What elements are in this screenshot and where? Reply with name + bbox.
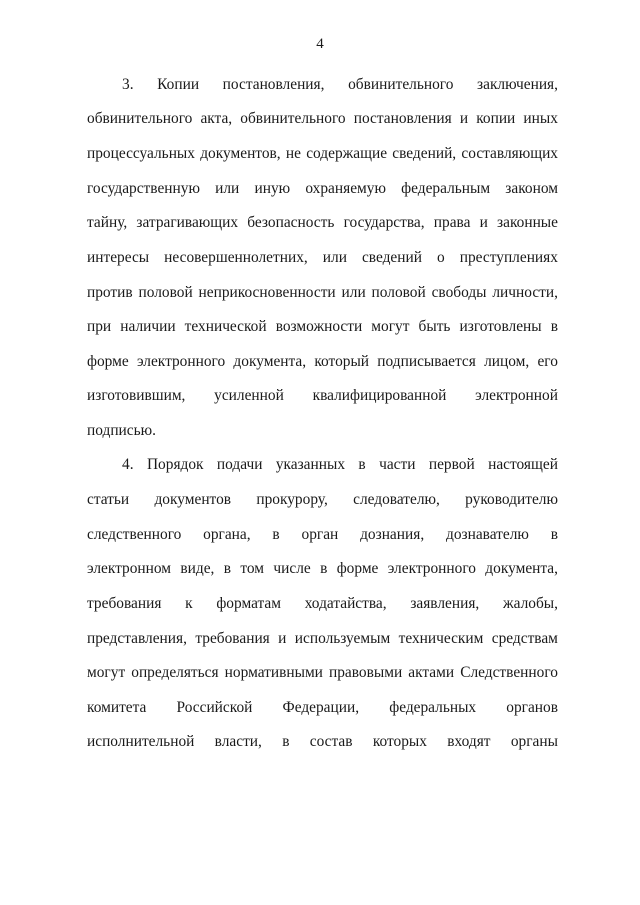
word: 3. (122, 76, 134, 93)
word: подачи (216, 456, 263, 473)
word: Федерации, (282, 699, 360, 716)
word: охраняемую (305, 180, 386, 197)
word: техническим (398, 630, 484, 647)
word: могут (371, 318, 410, 335)
word: Следственного (460, 664, 558, 681)
word: власти, (214, 733, 262, 750)
word: форме (336, 560, 379, 577)
word: половой (138, 284, 193, 301)
paragraph-line (87, 490, 558, 510)
word: или (322, 249, 347, 266)
word: актами (408, 664, 455, 681)
word: изготовлены (459, 318, 542, 335)
word: числе (273, 560, 311, 577)
word: и (459, 110, 469, 127)
word: акта, (200, 110, 233, 127)
word: орган (301, 526, 339, 543)
word: указанных (275, 456, 346, 473)
word: в (550, 526, 558, 543)
word: документа, (485, 560, 558, 577)
word: к (185, 595, 193, 612)
word: квалифицированной (312, 387, 447, 404)
word: при (87, 318, 112, 335)
paragraph-line (87, 109, 558, 129)
paragraph-line (87, 663, 558, 683)
word: лицом, (484, 353, 530, 370)
word: электронного (136, 353, 226, 370)
word: требования (195, 630, 270, 647)
word: руководителю (465, 491, 558, 508)
word: состав (309, 733, 353, 750)
word: интересы (87, 249, 150, 266)
word: электронном (87, 560, 172, 577)
word: или (341, 284, 366, 301)
word: которых (372, 733, 427, 750)
word: входят (447, 733, 491, 750)
word: следователю, (353, 491, 440, 508)
paragraph-line (87, 629, 558, 649)
word: заключения, (477, 76, 558, 93)
paragraph-line (122, 75, 558, 95)
word: средствам (491, 630, 558, 647)
word: заявления, (410, 595, 480, 612)
paragraph-line (87, 352, 558, 372)
word: постановления, (222, 76, 325, 93)
word: виде, (180, 560, 215, 577)
word: законом (505, 180, 558, 197)
paragraph-line (87, 594, 558, 614)
word: сведений, (392, 145, 457, 162)
word: государства, (343, 214, 425, 231)
word: его (537, 353, 558, 370)
word: и (479, 214, 488, 231)
word: федеральным (401, 180, 491, 197)
paragraph-line (87, 144, 558, 164)
word: Порядок (146, 456, 204, 473)
word: документов, (200, 145, 281, 162)
word: копии (476, 110, 516, 127)
word: или (215, 180, 240, 197)
word: тайну, (87, 214, 128, 231)
page-number: 4 (316, 36, 324, 52)
word: личности, (492, 284, 558, 301)
paragraph-line (87, 421, 558, 441)
word: дознавателю (445, 526, 529, 543)
word: составляющих (461, 145, 558, 162)
word: документа, (233, 353, 307, 370)
word: форме (87, 353, 129, 370)
paragraph-line (87, 525, 558, 545)
word: нормативными (224, 664, 323, 681)
word: половой (371, 284, 426, 301)
word: который (314, 353, 370, 370)
word: подписью. (87, 422, 156, 439)
word: в (272, 526, 280, 543)
word: части (379, 456, 416, 473)
word: затрагивающих (136, 214, 239, 231)
word: исполнительной (87, 733, 195, 750)
word: в (223, 560, 232, 577)
word: подписывается (377, 353, 476, 370)
word: иную (254, 180, 291, 197)
paragraph-line (87, 179, 558, 199)
word: обвинительного (348, 76, 454, 93)
word: представления, (87, 630, 187, 647)
word: том (240, 560, 265, 577)
word: обвинительного (240, 110, 346, 127)
word: безопасность (247, 214, 335, 231)
word: сведений (361, 249, 422, 266)
word: возможности (275, 318, 363, 335)
paragraph-line (87, 732, 558, 752)
word: содержащие (306, 145, 388, 162)
word: органы (510, 733, 558, 750)
word: Копии (157, 76, 200, 93)
paragraph-line (87, 248, 558, 268)
paragraph-line (87, 213, 558, 233)
word: следственного (87, 526, 182, 543)
word: быть (418, 318, 451, 335)
word: правовыми (329, 664, 403, 681)
word: дознания, (360, 526, 425, 543)
word: органов (506, 699, 558, 716)
paragraph-line (87, 317, 558, 337)
word: не (285, 145, 301, 162)
word: иных (523, 110, 558, 127)
word: законные (497, 214, 558, 231)
word: и (278, 630, 287, 647)
word: постановления (353, 110, 452, 127)
word: определяться (131, 664, 219, 681)
word: в (358, 456, 366, 473)
word: жалобы, (502, 595, 558, 612)
word: в (320, 560, 328, 577)
word: форматам (216, 595, 281, 612)
paragraph-line (87, 386, 558, 406)
word: изготовившим, (87, 387, 186, 404)
word: неприкосновенности (198, 284, 336, 301)
word: свободы (431, 284, 487, 301)
word: федеральных (389, 699, 477, 716)
word: несовершеннолетних, (164, 249, 308, 266)
word: первой (428, 456, 475, 473)
word: ходатайства, (304, 595, 387, 612)
word: против (87, 284, 133, 301)
word: статьи (87, 491, 130, 508)
word: о (437, 249, 445, 266)
word: комитета (87, 699, 147, 716)
paragraph-line (87, 283, 558, 303)
word: права (433, 214, 471, 231)
word: в (550, 318, 558, 335)
word: наличии (120, 318, 176, 335)
word: в (282, 733, 290, 750)
word: преступлениях (459, 249, 558, 266)
word: технической (184, 318, 267, 335)
word: документов (154, 491, 232, 508)
word: усиленной (214, 387, 284, 404)
word: 4. (122, 456, 134, 473)
paragraph-line (122, 455, 558, 475)
paragraph-line (87, 559, 558, 579)
paragraph-line (87, 698, 558, 718)
word: электронного (387, 560, 476, 577)
word: электронной (475, 387, 558, 404)
word: процессуальных (87, 145, 195, 162)
word: настоящей (488, 456, 558, 473)
word: органа, (203, 526, 251, 543)
word: прокурору, (256, 491, 328, 508)
word: государственную (87, 180, 200, 197)
word: требования (87, 595, 162, 612)
word: Российской (176, 699, 253, 716)
word: используемым (294, 630, 391, 647)
word: могут (87, 664, 126, 681)
word: обвинительного (87, 110, 193, 127)
